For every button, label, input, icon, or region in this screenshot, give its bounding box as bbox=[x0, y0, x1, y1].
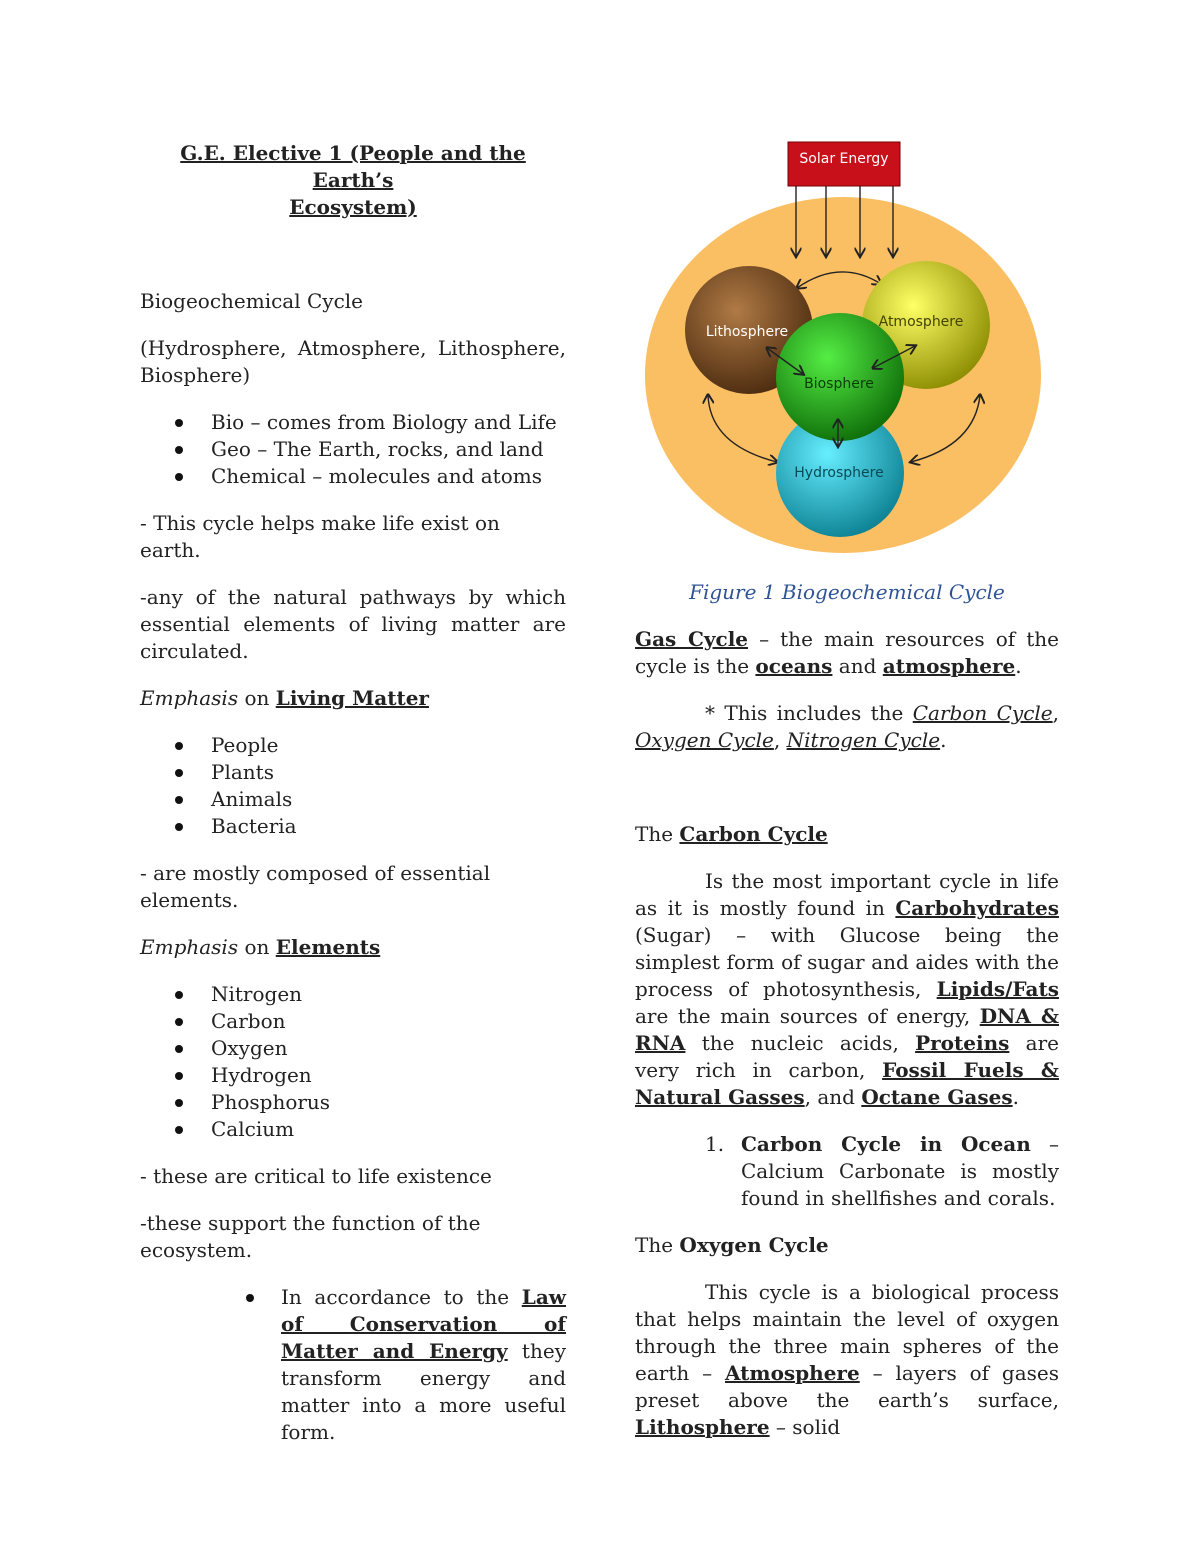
nitrogen-cycle-link: Nitrogen Cycle bbox=[786, 728, 941, 752]
carbon-cycle-link: Carbon Cycle bbox=[912, 701, 1053, 725]
biosphere-label: Biosphere bbox=[804, 376, 874, 392]
gas-cycle-term: Gas Cycle bbox=[635, 627, 749, 651]
list-item: Plants bbox=[140, 759, 566, 786]
carbon-cycle-heading bbox=[635, 821, 1059, 848]
emphasis-on: on bbox=[238, 686, 276, 710]
proteins-term: Proteins bbox=[915, 1031, 1010, 1055]
octane-term: Octane Gases bbox=[861, 1085, 1013, 1109]
list-item: Carbon bbox=[140, 1008, 566, 1035]
carbon-text: , and bbox=[804, 1085, 862, 1109]
elements-list bbox=[140, 981, 566, 1143]
list-number: 1. bbox=[705, 1132, 725, 1156]
carbon-cycle-paragraph bbox=[635, 868, 1059, 1111]
carbon-text: . bbox=[1012, 1085, 1019, 1109]
list-item: Hydrogen bbox=[140, 1062, 566, 1089]
paragraph-life-exist: - This cycle helps make life exist on earth. bbox=[140, 511, 500, 562]
emphasis-on: on bbox=[238, 935, 276, 959]
figure-caption: Figure 1 Biogeochemical Cycle bbox=[689, 580, 1005, 604]
emphasis-word: Emphasis bbox=[140, 686, 239, 710]
section-heading-biogeochemical: Biogeochemical Cycle bbox=[140, 289, 364, 313]
lipids-term: Lipids/Fats bbox=[936, 977, 1059, 1001]
gas-cycle-paragraph bbox=[635, 626, 1059, 680]
heading-strong: Carbon Cycle bbox=[679, 822, 828, 846]
includes-end: . bbox=[940, 728, 947, 752]
ocean-text: – Calcium Carbonate is mostly found in shellfishes and corals. bbox=[741, 1132, 1060, 1210]
list-item: People bbox=[140, 732, 566, 759]
heading-strong: Oxygen Cycle bbox=[679, 1233, 829, 1257]
list-item: Phosphorus bbox=[140, 1089, 566, 1116]
oceans-term: oceans bbox=[755, 654, 833, 678]
list-item bbox=[635, 1131, 1059, 1212]
dna-rna-term: DNA & RNA bbox=[635, 1004, 1059, 1055]
emphasis-word: Emphasis bbox=[140, 935, 239, 959]
left-column bbox=[140, 140, 566, 1466]
oxygen-cycle-paragraph bbox=[635, 1279, 1059, 1441]
law-name: Law of Conservation of Matter and Energy bbox=[281, 1285, 566, 1363]
law-post: they transform energy and matter into a more useful form. bbox=[281, 1339, 566, 1444]
list-item-law bbox=[140, 1284, 566, 1446]
gas-and: and bbox=[832, 654, 883, 678]
includes-comma: , bbox=[1052, 701, 1059, 725]
document-title bbox=[140, 140, 566, 221]
heading-pre: The bbox=[635, 822, 680, 846]
carbohydrates-term: Carbohydrates bbox=[895, 896, 1059, 920]
oxygen-text: – solid bbox=[769, 1415, 841, 1439]
carbon-text: are the main sources of energy, bbox=[635, 1004, 980, 1028]
title-line-1: G.E. Elective 1 (People and the Earth’s bbox=[180, 141, 526, 192]
carbon-text: (Sugar) – with Glucose being the simplest form of sugar and aides with the process of photosynthesis, bbox=[635, 923, 1059, 1001]
biogeochemical-cycle-figure bbox=[635, 140, 1059, 560]
living-matter-list bbox=[140, 732, 566, 840]
title-line-2: Ecosystem) bbox=[289, 195, 417, 219]
right-column bbox=[635, 140, 1059, 1441]
paragraph-support: -these support the function of the ecosystem. bbox=[140, 1211, 481, 1262]
paragraph-critical: - these are critical to life existence bbox=[140, 1164, 492, 1188]
emphasis-elements bbox=[140, 934, 566, 961]
ocean-list bbox=[635, 1131, 1059, 1212]
solar-energy-label: Solar Energy bbox=[799, 151, 889, 167]
carbon-text: Is the most important cycle in life as it is mostly found in bbox=[635, 869, 1059, 920]
gas-end: . bbox=[1015, 654, 1022, 678]
law-pre: In accordance to the bbox=[281, 1285, 522, 1309]
list-item: Nitrogen bbox=[140, 981, 566, 1008]
paragraph-pathways: -any of the natural pathways by which essential elements of living matter are circulated. bbox=[140, 585, 566, 663]
paragraph-composed: - are mostly composed of essential elements. bbox=[140, 861, 491, 912]
spheres-list-text: (Hydrosphere, Atmosphere, Lithosphere, Biosphere) bbox=[140, 336, 566, 387]
emphasis-strong: Living Matter bbox=[275, 686, 429, 710]
lithosphere-term: Lithosphere bbox=[635, 1415, 770, 1439]
list-item: Bio – comes from Biology and Life bbox=[140, 409, 566, 436]
list-item: Calcium bbox=[140, 1116, 566, 1143]
gas-text-1: – the main resources of the cycle is the bbox=[635, 627, 1059, 678]
list-item: Oxygen bbox=[140, 1035, 566, 1062]
law-list bbox=[140, 1284, 566, 1446]
oxygen-cycle-link: Oxygen Cycle bbox=[635, 728, 774, 752]
atmosphere-label: Atmosphere bbox=[878, 314, 964, 330]
ocean-term: Carbon Cycle in Ocean bbox=[741, 1132, 1031, 1156]
list-item: Geo – The Earth, rocks, and land bbox=[140, 436, 566, 463]
includes-paragraph bbox=[635, 700, 1059, 754]
oxygen-text: This cycle is a biological process that helps maintain the level of oxygen through the three main spheres of the earth – bbox=[635, 1280, 1059, 1385]
list-item: Bacteria bbox=[140, 813, 566, 840]
emphasis-living-matter bbox=[140, 685, 566, 712]
hydrosphere-label: Hydrosphere bbox=[794, 465, 884, 481]
atmosphere-term: atmosphere bbox=[882, 654, 1016, 678]
carbon-text: are very rich in carbon, bbox=[635, 1031, 1059, 1082]
heading-pre: The bbox=[635, 1233, 680, 1257]
oxygen-cycle-heading bbox=[635, 1232, 1059, 1259]
atmosphere-term: Atmosphere bbox=[725, 1361, 860, 1385]
emphasis-strong: Elements bbox=[275, 935, 381, 959]
definition-list bbox=[140, 409, 566, 490]
list-item: Animals bbox=[140, 786, 566, 813]
lithosphere-label: Lithosphere bbox=[705, 324, 789, 340]
includes-pre: * This includes the bbox=[705, 701, 913, 725]
includes-comma-2: , bbox=[773, 728, 787, 752]
list-item: Chemical – molecules and atoms bbox=[140, 463, 566, 490]
carbon-text: the nucleic acids, bbox=[685, 1031, 916, 1055]
fossil-fuels-term: Fossil Fuels & Natural Gasses bbox=[635, 1058, 1059, 1109]
oxygen-text: – layers of gases preset above the earth’s surface, bbox=[635, 1361, 1060, 1412]
